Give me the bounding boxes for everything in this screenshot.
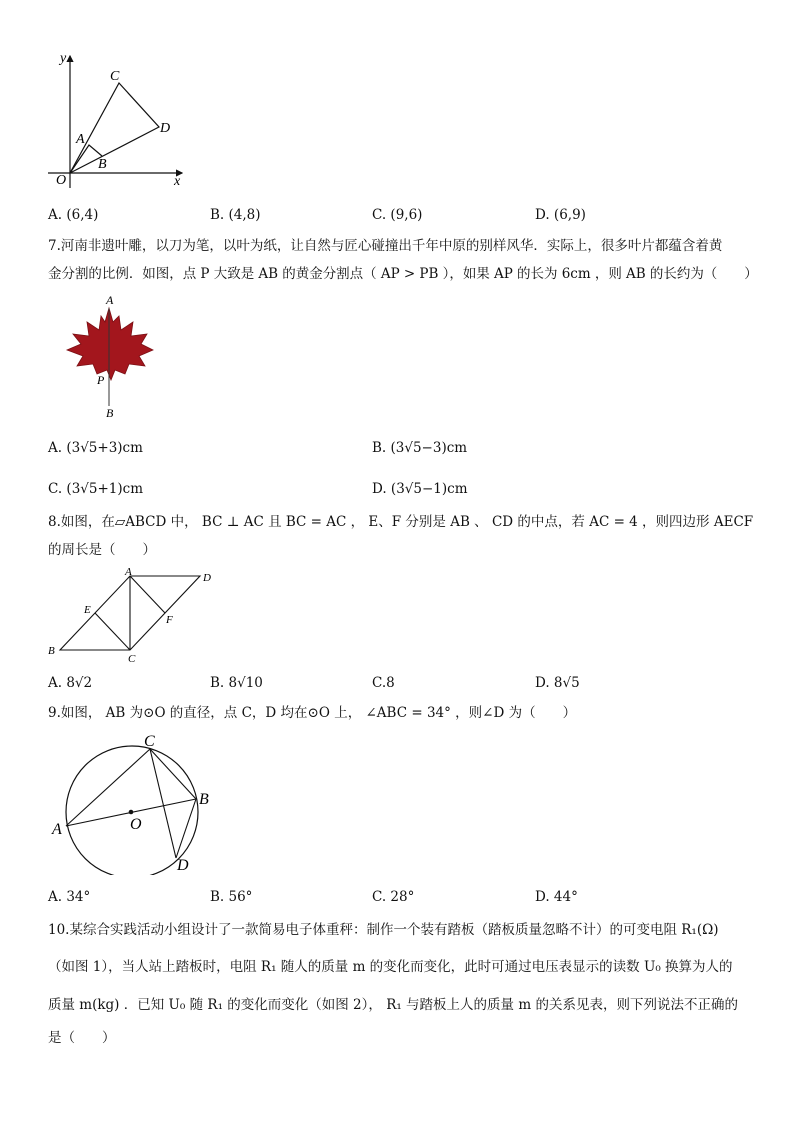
q8-parallelogram-figure (44, 566, 224, 666)
q9-option-d: D. 44° (535, 889, 578, 905)
q10-stem-line2: （如图 1），当人站上踏板时，电阻 R₁ 随人的质量 m 的变化而变化，此时可通过电压表显示的读数 U₀ 换算为人的 (48, 959, 733, 975)
q10-stem-line3: 质量 m(kg) ．已知 U₀ 随 R₁ 的变化而变化（如图 2）， R₁ 与踏板上人的质量 m 的关系见表，则下列说法不正确的 (48, 997, 738, 1013)
chord-cb (150, 749, 196, 799)
q8-stem-line2: 的周长是（ ） (48, 542, 156, 558)
q8-stem-line1: 8.如图，在▱ABCD 中， BC ⊥ AC 且 BC = AC ， E、F 分别是 AB 、 CD 的中点，若 AC = 4 ，则四边形 AECF (48, 514, 754, 530)
q9-stem-line1: 9.如图， AB 为⊙O 的直径，点 C，D 均在⊙O 上， ∠ABC = 34° ，则∠D 为（ ） (48, 705, 577, 721)
label-a: A (52, 821, 62, 838)
label-a: A (125, 566, 132, 578)
q7-option-d: D. (3√5−1)cm (372, 481, 468, 497)
label-b: B (199, 791, 209, 808)
q6-option-a: A. (6,4) (48, 207, 99, 223)
q8-option-c: C.8 (372, 675, 395, 691)
label-b: B (48, 645, 55, 657)
q6-coordinate-figure (40, 50, 200, 195)
label-x: x (174, 174, 181, 189)
maple-leaf-icon (67, 308, 153, 380)
q6-option-b: B. (4,8) (210, 207, 261, 223)
q9-option-c: C. 28° (372, 889, 415, 905)
triangle-ocd (70, 83, 159, 173)
label-d: D (160, 121, 171, 136)
q7-option-c: C. (3√5+1)cm (48, 481, 144, 497)
label-a: A (106, 293, 114, 307)
q9-option-a: A. 34° (48, 889, 91, 905)
label-c: C (128, 653, 136, 665)
label-o: O (56, 173, 67, 188)
segment-ec (95, 613, 130, 650)
q8-option-a: A. 8√2 (48, 675, 93, 691)
label-a: A (76, 132, 85, 147)
center-point (129, 810, 134, 815)
chord-ac (66, 749, 150, 826)
q6-option-d: D. (6,9) (535, 207, 586, 223)
label-d: D (177, 857, 189, 874)
q9-option-b: B. 56° (210, 889, 253, 905)
q10-stem-line4: 是（ ） (48, 1030, 116, 1046)
segment-af (130, 576, 165, 613)
label-b: B (106, 406, 114, 420)
q8-option-d: D. 8√5 (535, 675, 580, 691)
q7-maple-leaf-figure (55, 292, 165, 420)
q10-stem-line1: 10.某综合实践活动小组设计了一款简易电子体重秤：制作一个装有踏板（踏板质量忽略不计）的可变电阻 R₁(Ω) (48, 922, 719, 938)
q7-option-b: B. (3√5−3)cm (372, 440, 468, 456)
q7-stem-line1: 7.河南非遗叶雕，以刀为笔，以叶为纸，让自然与匠心碰撞出千年中原的别样风华．实际上，很多叶片都蕴含着黄 (48, 238, 723, 254)
label-y: y (60, 51, 67, 66)
label-f: F (166, 614, 173, 626)
q7-stem-line2: 金分割的比例．如图，点 P 大致是 AB 的黄金分割点（ AP > PB ），如果 AP 的长为 6cm ，则 AB 的长约为（ ） (48, 266, 758, 282)
q9-circle-figure (48, 730, 223, 875)
q8-option-b: B. 8√10 (210, 675, 263, 691)
label-e: E (84, 604, 91, 616)
q6-option-c: C. (9,6) (372, 207, 423, 223)
label-b: B (98, 157, 107, 172)
q7-option-a: A. (3√5+3)cm (48, 440, 143, 456)
label-o: O (130, 816, 142, 833)
label-c: C (144, 733, 155, 750)
label-p: P (97, 373, 105, 387)
label-c: C (110, 69, 120, 84)
label-d: D (203, 572, 211, 584)
